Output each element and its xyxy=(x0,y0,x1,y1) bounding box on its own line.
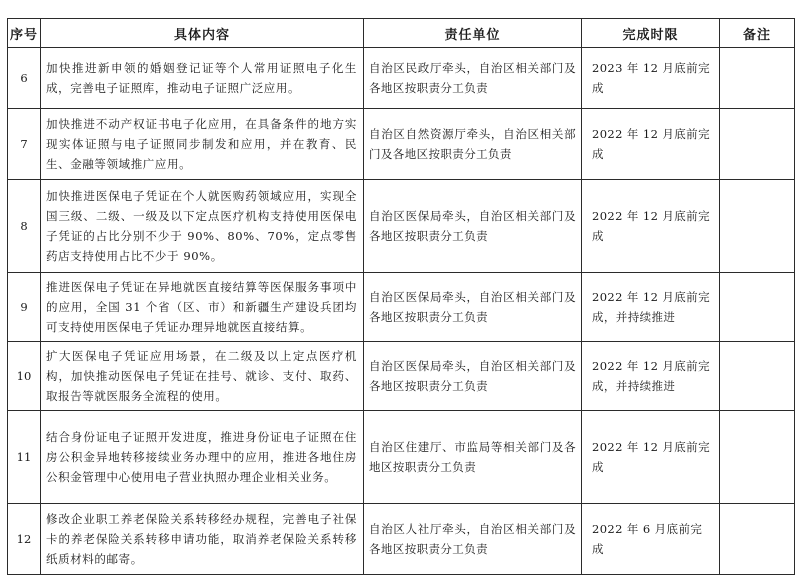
row-deadline: 2022 年 12 月底前完成，并持续推进 xyxy=(582,342,720,411)
header-note: 备注 xyxy=(720,19,795,48)
row-deadline: 2022 年 12 月底前完成 xyxy=(582,109,720,180)
row-note xyxy=(720,273,795,342)
table-row xyxy=(8,48,795,109)
table-row xyxy=(8,342,795,411)
table-row xyxy=(8,109,795,180)
row-number: 8 xyxy=(8,180,41,273)
row-number: 6 xyxy=(8,48,41,109)
row-deadline: 2022 年 12 月底前完成，并持续推进 xyxy=(582,273,720,342)
row-responsible-unit: 自治区医保局牵头，自治区相关部门及各地区按职责分工负责 xyxy=(364,273,582,342)
row-responsible-unit: 自治区医保局牵头，自治区相关部门及各地区按职责分工负责 xyxy=(364,180,582,273)
row-deadline: 2022 年 12 月底前完成 xyxy=(582,411,720,504)
row-deadline: 2022 年 12 月底前完成 xyxy=(582,180,720,273)
row-number: 7 xyxy=(8,109,41,180)
row-responsible-unit: 自治区住建厅、市监局等相关部门及各地区按职责分工负责 xyxy=(364,411,582,504)
row-number: 11 xyxy=(8,411,41,504)
header-deadline: 完成时限 xyxy=(582,19,720,48)
row-number: 12 xyxy=(8,504,41,575)
row-note xyxy=(720,504,795,575)
row-responsible-unit: 自治区民政厅牵头，自治区相关部门及各地区按职责分工负责 xyxy=(364,48,582,109)
table-row xyxy=(8,411,795,504)
row-note xyxy=(720,411,795,504)
row-responsible-unit: 自治区自然资源厅牵头，自治区相关部门及各地区按职责分工负责 xyxy=(364,109,582,180)
row-number: 10 xyxy=(8,342,41,411)
table-row xyxy=(8,180,795,273)
row-content: 结合身份证电子证照开发进度，推进身份证电子证照在住房公积金异地转移接续业务办理中的应用，推进各地住房公积金管理中心使用电子营业执照办理企业相关业务。 xyxy=(41,411,364,504)
row-content: 扩大医保电子凭证应用场景，在二级及以上定点医疗机构，加快推动医保电子凭证在挂号、就诊、支付、取药、取报告等就医服务全流程的使用。 xyxy=(41,342,364,411)
row-note xyxy=(720,48,795,109)
row-note xyxy=(720,180,795,273)
row-responsible-unit: 自治区医保局牵头，自治区相关部门及各地区按职责分工负责 xyxy=(364,342,582,411)
row-deadline: 2022 年 6 月底前完成 xyxy=(582,504,720,575)
header-no: 序号 xyxy=(8,19,41,48)
header-unit: 责任单位 xyxy=(364,19,582,48)
table-row xyxy=(8,273,795,342)
row-note xyxy=(720,342,795,411)
row-content: 修改企业职工养老保险关系转移经办规程，完善电子社保卡的养老保险关系转移申请功能，取消养老保险关系转移纸质材料的邮寄。 xyxy=(41,504,364,575)
header-row xyxy=(8,19,795,48)
row-content: 加快推进医保电子凭证在个人就医购药领域应用，实现全国三级、二级、一级及以下定点医疗机构支持使用医保电子凭证的占比分别不少于 90%、80%、70%，定点零售药店支持使用占比不少于 90%。 xyxy=(41,180,364,273)
row-content: 加快推进不动产权证书电子化应用，在具备条件的地方实现实体证照与电子证照同步制发和应用，并在教育、民生、金融等领域推广应用。 xyxy=(41,109,364,180)
row-content: 加快推进新申领的婚姻登记证等个人常用证照电子化生成，完善电子证照库，推动电子证照广泛应用。 xyxy=(41,48,364,109)
header-content: 具体内容 xyxy=(41,19,364,48)
row-content: 推进医保电子凭证在异地就医直接结算等医保服务事项中的应用，全国 31 个省（区、市）和新疆生产建设兵团均可支持使用医保电子凭证办理异地就医直接结算。 xyxy=(41,273,364,342)
table-row xyxy=(8,504,795,575)
row-note xyxy=(720,109,795,180)
row-deadline: 2023 年 12 月底前完成 xyxy=(582,48,720,109)
task-table xyxy=(7,18,795,575)
row-responsible-unit: 自治区人社厅牵头，自治区相关部门及各地区按职责分工负责 xyxy=(364,504,582,575)
row-number: 9 xyxy=(8,273,41,342)
